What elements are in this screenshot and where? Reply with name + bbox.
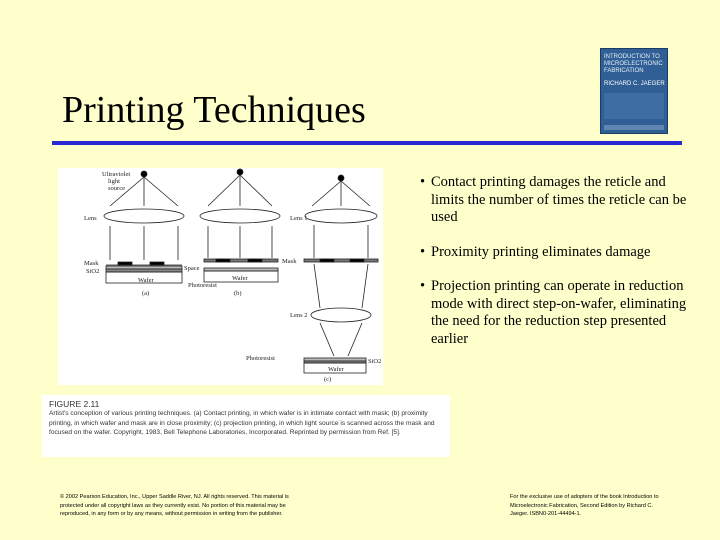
space-label: Space — [184, 265, 200, 272]
panel-b-label: (b) — [234, 290, 242, 297]
footer-copyright: © 2002 Pearson Education, Inc., Upper Saddle River, NJ. All rights reserved. This material is protected under all copyright laws as they currently exist. No portion of this material may be reproduced, in any form or by any means, without permission in writing from the publisher. — [60, 494, 289, 517]
photoresist-a — [106, 266, 182, 269]
mask-left-label: Mask — [84, 260, 99, 267]
bullet-item — [420, 244, 700, 262]
oxide-a — [106, 269, 182, 272]
book-cover-title: INTRODUCTION TO MICROELECTRONIC FABRICATION — [604, 54, 663, 74]
ray-c6 — [314, 264, 320, 308]
mask-c — [304, 259, 378, 262]
footer-adopters: For the exclusive use of adopters of the book Introduction to Microelectronic Fabrication, Second Edition by Richard C. Jaeger. ISBN0-201-44494-1. — [510, 494, 659, 517]
mask-block-b1 — [216, 259, 230, 262]
bullet-dot: • — [420, 278, 426, 294]
ray-b3 — [240, 175, 272, 206]
panel-b — [200, 169, 280, 282]
lens-c1 — [305, 209, 377, 223]
sio2-top-label: SiO2 — [86, 268, 100, 275]
panel-c-label: (c) — [324, 376, 332, 383]
bullet-dot: • — [420, 174, 426, 190]
ray-c1 — [312, 181, 341, 206]
panel-a-label: (a) — [142, 290, 150, 297]
wafer-c-label: Wafer — [328, 366, 344, 373]
lens2-label: Lens 2 — [290, 312, 308, 319]
figure-label: FIGURE 2.11 — [49, 399, 100, 409]
photoresist-mid-label: Photoresist — [188, 282, 217, 289]
photoresist-left-label: Photoresist — [246, 355, 275, 362]
book-cover-author: RICHARD C. JAEGER — [604, 81, 665, 87]
ray-c9 — [348, 323, 362, 356]
bullet-dot: • — [420, 243, 426, 260]
bullet-list — [420, 174, 700, 365]
slide-title: Printing Techniques — [62, 89, 366, 131]
sio2-bottom-label: SiO2 — [368, 358, 382, 365]
lens-c2 — [311, 308, 371, 322]
ray-c7 — [362, 264, 368, 308]
book-cover-art — [604, 93, 664, 119]
uv-label-1: Ultraviolet — [102, 171, 131, 178]
lens-label: Lens — [84, 215, 97, 222]
mask-right-label: Mask — [282, 258, 297, 265]
ray-c3 — [341, 181, 370, 206]
uv-source-c — [338, 175, 344, 181]
bullet-text: Contact printing damages the reticle and limits the number of times the reticle can be used — [431, 174, 687, 225]
uv-source-b — [237, 169, 243, 175]
lens-b — [200, 209, 280, 223]
wafer-a-label: Wafer — [138, 277, 154, 284]
lens1-label: Lens 1 — [290, 215, 308, 222]
ray-c8 — [320, 323, 334, 356]
ray-b1 — [208, 175, 240, 206]
figure-caption — [42, 395, 450, 457]
uv-label-3: source — [108, 185, 125, 192]
ray-a3 — [144, 177, 178, 206]
photoresist-c — [304, 358, 366, 361]
bullet-text: Projection printing can operate in reduction mode with direct step-on-wafer, eliminating the need for the reduction step presented earlier — [431, 278, 687, 347]
book-cover-image — [600, 48, 668, 134]
mask-block-a2 — [150, 262, 164, 265]
mask-block-b2 — [248, 259, 262, 262]
mask-block-a1 — [118, 262, 132, 265]
figure-caption-text: Artist's conception of various printing techniques. (a) Contact printing, in which wafer is in intimate contact with mask; (b) proximity printing, in which wafer and mask are in close proximity; (c) projection printing, in which light source is scanned across the mask and focused on the wafer. Copyright, 1983, Bell Telephone Laboratories, Incorporated. Reprinted by permission from Ref. [5]. — [49, 410, 435, 437]
mask-b — [204, 259, 278, 262]
printing-techniques-diagram — [58, 168, 383, 385]
wafer-b-label: Wafer — [232, 275, 248, 282]
mask-block-c1 — [320, 259, 334, 262]
panel-c — [304, 175, 378, 373]
title-divider — [52, 141, 682, 145]
uv-label-2: light — [108, 178, 120, 185]
lens-a — [104, 209, 184, 223]
photoresist-b — [204, 268, 278, 271]
uv-source-a — [141, 171, 147, 177]
bullet-text: Proximity printing eliminates damage — [431, 243, 651, 260]
bullet-item — [420, 174, 700, 227]
bullet-item — [420, 278, 700, 348]
book-cover-strip — [604, 125, 664, 130]
diagram-svg — [58, 168, 383, 385]
mask-block-c2 — [350, 259, 364, 262]
